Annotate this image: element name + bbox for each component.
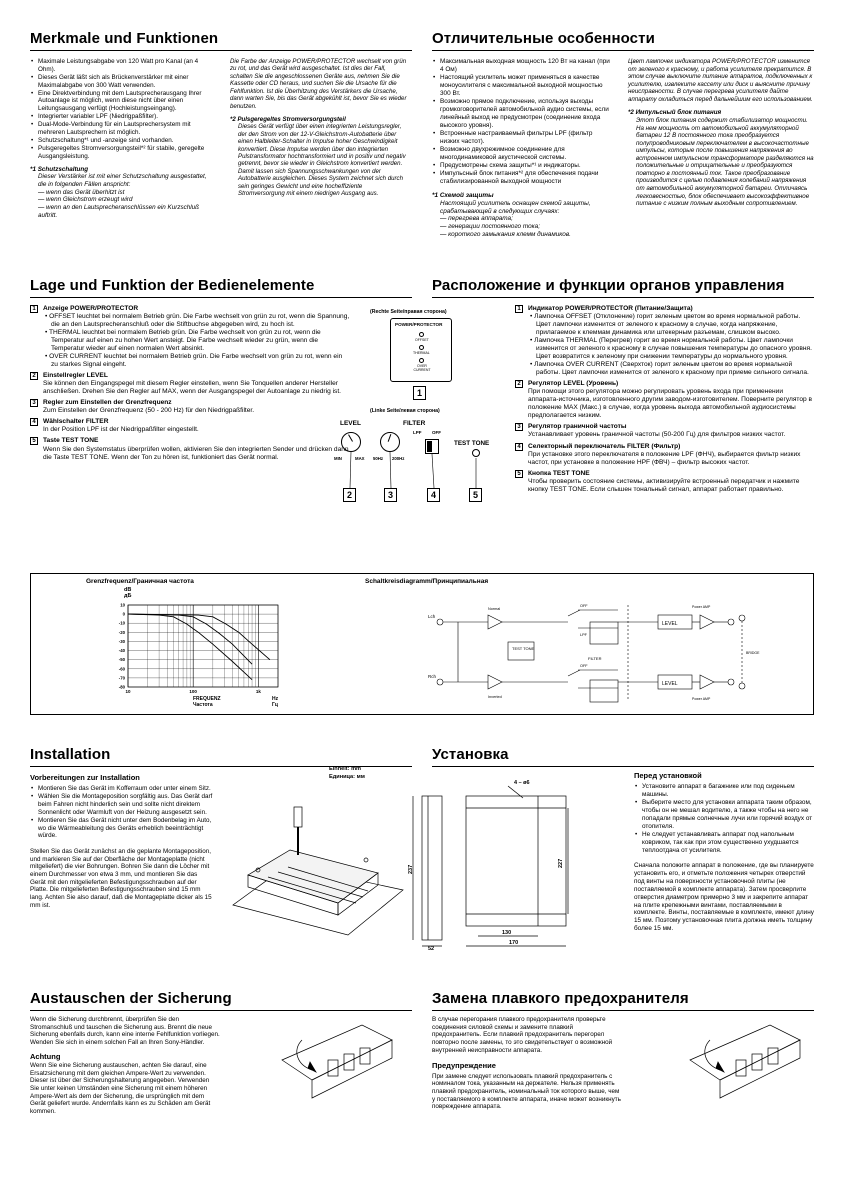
- divider: [432, 1010, 814, 1011]
- y-tick-label: -20: [118, 629, 125, 635]
- list-item: • Eine Direktverbindung mit dem Lautsprecherausgang Ihrer Autoanlage ist möglich, wenn diese nicht über einen Leitungsausgang verfügt (Hochleistungseingang).: [30, 90, 216, 113]
- features-de-col1: [30, 58, 216, 219]
- control-desc: • THERMAL leuchtet bei normalem Betrieb grün. Die Farbe wechselt von grün zu rot, wenn die Temperatur auf einen zu hohen Wert ansteigt. Die Farbe wechselt wieder zu grün, wenn die Temperatur wieder auf einen normalen Wert absinkt.: [45, 329, 321, 353]
- note-title: *2 Импульсный блок питания: [628, 109, 722, 117]
- list-item: • Pulsgeregeltes Stromversorgungsteil*² für stabile, geregelte Ausgangsleistung.: [30, 145, 216, 160]
- control-number: 1: [30, 305, 38, 313]
- max-label: MAX: [355, 456, 365, 461]
- lpf-label: LPF: [580, 633, 587, 637]
- note-title: *2 Pulsgeregeltes Stromversorgungsteil: [230, 115, 346, 123]
- fuse-ru: [432, 1016, 622, 1111]
- callout-1: 1: [413, 386, 426, 400]
- off-label: OFF: [580, 664, 588, 668]
- x-tick-label: 10: [125, 689, 131, 694]
- height-dimension: 237: [408, 864, 414, 874]
- list-item: • Montieren Sie das Gerät im Kofferraum oder unter einem Sitz.: [30, 785, 214, 793]
- test-tone-box-label: TEST TONE: [512, 646, 535, 651]
- features-title-ru: Отличительные особенности: [432, 30, 655, 47]
- fuse-illustration-de: [272, 1020, 397, 1100]
- control-number: 2: [30, 372, 38, 380]
- control-number: 1: [515, 305, 523, 313]
- list-item: • Maximale Leistungsabgabe von 120 Watt pro Kanal (an 4 Ohm).: [30, 58, 216, 73]
- control-number: 5: [30, 437, 38, 445]
- fuse-de: [30, 1016, 220, 1116]
- controls-title-de: Lage und Funktion der Bedienelemente: [30, 277, 315, 294]
- width-dimension: 130: [502, 930, 512, 936]
- lch-label: Lch: [428, 614, 436, 619]
- knob-pointer: [388, 434, 392, 442]
- y-tick-label: -60: [118, 666, 125, 672]
- bridge-label: BRIDGE: [746, 651, 760, 655]
- note-title: *1 Схемой защиты: [432, 192, 494, 199]
- offset-led-icon: [419, 332, 424, 337]
- note-item: — wenn das Gerät überhitzt ist: [38, 188, 125, 196]
- note-item: — генерации постоянного тока;: [440, 223, 541, 231]
- control-title: [515, 470, 815, 478]
- control-desc: • Лампочка OVER CURRENT (Сверхток) горит зеленым цветом во время нормальной работы. Цвет лампочки изменится от зеленого к красному при приеме сильного сигнала.: [530, 361, 809, 377]
- control-desc: При установке этого переключателя в положение LPF (ФНЧ), выбирается фильтр низких частот, при установке в положение HPF (ФВЧ) – фильтр высоких частот.: [528, 450, 801, 466]
- control-title: [30, 372, 350, 380]
- depth-dimension: 52: [428, 946, 435, 950]
- fuse-title-ru: Замена плавкого предохранителя: [432, 990, 689, 1007]
- hole-dimension: 4 – ø6: [514, 780, 530, 786]
- unit-label: Einheit: mm: [329, 766, 362, 772]
- list-item: • Выберите место для установки аппарата таким образом, чтобы он не мешал водителю, а также чтобы на него не попадали прямые солнечные лучи или горячий воздух от отопителя.: [634, 799, 814, 830]
- list-item: • Schutzschaltung*¹ und -anzeige sind vorhanden.: [30, 137, 216, 145]
- fuse-title-de: Austauschen der Sicherung: [30, 990, 232, 1007]
- control-title-text: Regler zum Einstellen der Grenzfrequenz: [43, 399, 172, 407]
- control-title-text: Кнопка TEST TONE: [528, 469, 590, 477]
- y-tick-label: -30: [118, 638, 125, 644]
- note-title: *1 Schutzschaltung: [30, 165, 89, 173]
- control-number: 4: [515, 443, 523, 451]
- list-item: • Предусмотрены схема защиты*¹ и индикаторы.: [432, 162, 612, 170]
- install-text: Сначала положите аппарат в положение, где вы планируете установить его, и отметьте положения четырех отверстий под винты на поверхности установочной плиты (не поставляемой в комплекте аппарата). Затем просверлите отверстия диаметром примерно 3 мм и закрепите аппарат на плите крепежными винтами, поставляемыми в комплекте. Винты, поставляемые в комплекте, имеют длину 15 мм. Поэтому установочная плита должна иметь толщину более 15 мм.: [634, 862, 814, 932]
- controls-title-ru: Расположение и функции органов управления: [432, 277, 785, 294]
- note1-de: [30, 166, 216, 220]
- control-title-text: Регулятор граничной частоты: [528, 423, 627, 431]
- control-desc: • Лампочка OFFSET (Отклонение) горит зеленым цветом во время нормальной работы. Цвет лампочки изменится от зеленого к красному в случае, когда напряжение, прилагаемое к клеммам динамика или штекерным разъемам, слишком высоко.: [530, 313, 801, 337]
- callout-2: 2: [343, 488, 356, 502]
- callout-4: 4: [427, 488, 440, 502]
- y-tick-label: -50: [118, 657, 125, 663]
- warning-title: Achtung: [30, 1051, 61, 1061]
- control-title-text: Taste TEST TONE: [43, 437, 99, 445]
- control-item: [515, 305, 815, 377]
- cutoff-chart: [100, 600, 300, 712]
- install-subtitle: Перед установкой: [634, 771, 702, 780]
- normal-label: Normal: [488, 607, 501, 611]
- x-axis-label: Частота: [193, 702, 213, 708]
- divider: [30, 297, 412, 298]
- control-item: [515, 443, 815, 467]
- fuse-text: Wenn die Sicherung durchbrennt, überprüfen Sie den Stromanschluß und tauschen die Sicherung aus. Brennt die neue Sicherung ebenfalls durch, kann eine interne Fehlfunktion vorliegen. Wenden Sie sich in einem solchen Fall an Ihren Sony-Händler.: [30, 1016, 220, 1047]
- x-tick-label: 1k: [255, 689, 261, 694]
- frequency-knob[interactable]: [380, 432, 400, 452]
- install-text: Stellen Sie das Gerät zunächst an die geplante Montageposition, und markieren Sie auf der Oberfläche der Montageplatte (nicht mitgeliefert) die vier Bohrungen. Bohren Sie dann die Löcher mit einem Durchmesser von etwa 3 mm, und montieren Sie das Gerät mit den mitgelieferten Befestigungsschrauben auf der Platte. Die mitgelieferten Befestigungsschrauben sind 15 mm lang. Achten Sie also darauf, daß die Montageplatte dicker als 15 mm ist.: [30, 847, 212, 909]
- control-item: [30, 399, 350, 415]
- warning-title: Предупреждение: [432, 1061, 496, 1071]
- list-item: • Настоящий усилитель может применяться в качестве моноусилителя с максимальной выходной мощностью 300 Вт.: [432, 74, 612, 97]
- y-tick-label: -80: [118, 684, 125, 690]
- off-label: OFF: [432, 430, 441, 435]
- power-protector-panel: [390, 318, 452, 382]
- control-desc: Wenn Sie den Systemstatus überprüfen wollen, aktivieren Sie den integrierten Sender und drücken dann die Taste TEST TONE. Wenn der Ton zu hören ist, funktioniert das Gerät normal.: [43, 445, 349, 461]
- control-item: [30, 418, 350, 434]
- hole-spacing-dimension: 227: [558, 858, 564, 868]
- y-tick-label: 0: [122, 611, 125, 617]
- control-title-text: Индикатор POWER/PROTECTOR (Питание/Защита): [528, 305, 693, 312]
- install-title-ru: Установка: [432, 746, 509, 763]
- list-item: • Montieren Sie das Gerät nicht unter dem Bodenbelag im Auto, wo die Wärmeableitung des Geräts erheblich beeinträchtigt würde.: [30, 817, 214, 840]
- left-side-label: (Linke Seite/левая сторона): [370, 408, 440, 414]
- level-label: LEVEL: [662, 621, 678, 627]
- right-side-label: (Rechte Seite/правая сторона): [370, 309, 447, 315]
- test-tone-label: TEST TONE: [454, 440, 490, 447]
- control-desc: При помощи этого регулятора можно регулировать уровень входа при применении аппарата-источника, изготовленного другим заводом-изготовителем. Поверните регулятор в положение MAX (Макс.) в случае, когда уровень выхода автомобильной аудиосистемы предполагается низким.: [528, 388, 813, 420]
- over-current-label: OVER CURRENT: [413, 364, 431, 373]
- control-item: [515, 380, 815, 420]
- y-tick-label: 10: [120, 602, 125, 608]
- callout-5: 5: [469, 488, 482, 502]
- divider: [30, 50, 412, 51]
- control-title-text: Регулятор LEVEL (Уровень): [528, 380, 619, 388]
- callout-3: 3: [384, 488, 397, 502]
- level-label: LEVEL: [340, 420, 361, 427]
- control-desc: • Лампочка THERMAL (Перегрев) горит во время нормальной работы. Цвет лампочки изменится от зеленого к красному в случае повышения температуры до опасного уровня. Цвет возвратится к зеленому при снижении температуры до нормального уровня.: [530, 337, 812, 361]
- list-item: • Не следует устанавливать аппарат под напольным ковриком, так как при этом существенно ухудшается теплоотдача от усилителя.: [634, 831, 814, 854]
- inverted-label: Inverted: [488, 695, 502, 699]
- filter-label: FILTER: [588, 656, 602, 661]
- y-tick-label: -70: [118, 675, 125, 681]
- note-text: Этот блок питания содержит стабилизатор мощности. На нем мощность от автомобильной аккумуляторной батареи 12 В постоянного тока преобразуется полупроводниковым переключателем в высокочастотные импульсы, которые после повышения напряжения во встроенном импульсном трансформаторе разделяются на положительные и отрицательные и преобразуются повторно в постоянный ток. Такое преобразование производится с целью подавления колебаний напряжения от автомобильной аккумуляторной батареи. Отличаясь легковесностью, блок обеспечивает высокоэффективное питание с низким полным выходным сопротивлением.: [636, 116, 814, 208]
- control-title-text: Wählschalter FILTER: [43, 418, 109, 426]
- control-number: 5: [515, 470, 523, 478]
- circuit-schematic: [428, 590, 768, 708]
- x-tick-label: 100: [189, 689, 197, 694]
- control-title: [30, 399, 350, 407]
- lpf-label: LPF: [413, 430, 422, 435]
- control-number: 4: [30, 418, 38, 426]
- y-tick-label: -40: [118, 648, 125, 654]
- divider: [432, 50, 814, 51]
- callout-lines: [330, 450, 490, 490]
- over-current-led-icon: [419, 358, 424, 363]
- thermal-label: THERMAL: [413, 351, 430, 355]
- off-label: OFF: [580, 604, 588, 608]
- offset-label: OFFSET: [415, 338, 429, 342]
- fuse-text: В случае перегорания плавкого предохранителя проверьте соединения силовой схемы и замените плавкий предохранитель. Если плавкий предохранитель перегорел повторно после замены, то это свидетельствует о возможной внутренней неисправности аппарата.: [432, 1016, 613, 1054]
- control-desc: Чтобы проверить состояние системы, активизируйте встроенный передатчик и нажмите кнопку TEST TONE. Если слышен тональный сигнал, аппарат работает правильно.: [528, 477, 800, 493]
- note-text: Настоящий усилитель оснащен схемой защиты, срабатывающей в следующих случаях:: [440, 199, 591, 215]
- features-ru-col1: [432, 58, 612, 239]
- control-desc: In der Position LPF ist der Niedrigpaßfilter eingestellt.: [43, 426, 199, 434]
- warning-text: Wenn Sie eine Sicherung austauschen, achten Sie darauf, eine Ersatzsicherung mit dem gleichen Ampere-Wert zu verwenden. Dieser ist über der Sicherungshalterung angegeben. Verwenden Sie unter keinen Umständen eine Sicherung mit einem höheren Ampere-Wert als dem der Sicherung, die ursprünglich mit dem Gerät geliefert wurde. Andernfalls kann es zu Schäden am Gerät kommen.: [30, 1061, 211, 1115]
- control-title: [30, 418, 350, 426]
- dimension-drawing: [408, 778, 573, 950]
- list-item: • Wählen Sie die Montageposition sorgfältig aus. Das Gerät darf beim Fahren nicht hinderlich sein und sollte nicht direktem Sonnenlicht oder Warmluft von der Heizung ausgesetzt sein.: [30, 793, 214, 816]
- note-item: — перегрева аппарата;: [440, 215, 513, 223]
- y-tick-label: -10: [118, 620, 125, 626]
- list-item: • Встроенные настраиваемый фильтры LPF (фильтр низких частот).: [432, 130, 612, 146]
- unit-label: Единица: мм: [329, 774, 365, 780]
- warning-text: При замене следует использовать плавкий предохранитель с номиналом тока, указанным на держателе. Нельзя применять плавкий предохранитель, номинальный ток которого выше, чем у поставляемого в комплекте аппарата, иначе может возникнуть повреждение аппарата.: [432, 1072, 621, 1111]
- control-item: [30, 305, 350, 369]
- control-item: [515, 423, 815, 439]
- level-label: LEVEL: [662, 681, 678, 687]
- chart-title: Grenzfrequenz/Граничная частота: [86, 578, 194, 585]
- features-title-de: Merkmale und Funktionen: [30, 30, 219, 47]
- install-ru: [634, 771, 814, 933]
- length-dimension: 170: [509, 940, 519, 946]
- control-title: [30, 437, 350, 445]
- filter-label: FILTER: [403, 420, 426, 427]
- series-line-200Hz: [128, 614, 270, 660]
- divider: [432, 297, 814, 298]
- knob-pointer: [348, 434, 353, 442]
- control-desc: • OFFSET leuchtet bei normalem Betrieb grün. Die Farbe wechselt von grün zu rot, wenn die Spannung, die an den Lautsprecheranschluß oder die Stiftbuchse abgegeben wird, zu hoch ist.: [45, 313, 350, 329]
- control-title: [515, 443, 815, 451]
- control-title-text: Селекторный переключатель FILTER (Фильтр): [528, 442, 681, 450]
- control-desc: Zum Einstellen der Grenzfrequenz (50 - 200 Hz) für den Niedrigpaßfilter.: [43, 407, 255, 415]
- protector-text: Die Farbe der Anzeige POWER/PROTECTOR wechselt von grün zu rot, und das Gerät wird ausgeschaltet. Ist dies der Fall, schalten Sie die angeschlossenen Geräte aus, nehmen Sie die Kassette oder CD heraus, und suchen Sie die Ursache für die Fehlfunktion. Ist die Überhitzung des Verstärkers die Ursache, dann warten Sie, bis das Gerät abgekühlt ist, bevor Sie es wieder benutzen.: [230, 58, 407, 110]
- power-amp-label: Power AMP: [692, 605, 711, 609]
- min-label: MIN: [334, 456, 342, 461]
- list-item: • Dual-Mode-Verbindung für ein Lautsprechersystem mit mehreren Lautsprechern ist möglich.: [30, 121, 216, 136]
- level-knob[interactable]: [341, 432, 361, 452]
- control-item: [30, 372, 350, 396]
- control-title-text: Einstellregler LEVEL: [43, 372, 108, 380]
- x-unit-label: Hz: [272, 696, 279, 702]
- control-desc: Sie können den Eingangspegel mit diesem Regler einstellen, wenn Sie Tonquellen anderer Hersteller anschließen. Drehen Sie den Regler auf MAX, wenn der Ausgangspegel der Autoanlage zu niedrig ist.: [43, 380, 342, 396]
- list-item: • Максимальная выходная мощность 120 Вт на канал (при 4 Ом): [432, 58, 612, 74]
- list-item: • Dieses Gerät läßt sich als Brückenverstärker mit einer Maximalabgabe von 300 Watt verwenden.: [30, 74, 216, 89]
- control-title-text: Anzeige POWER/PROTECTOR: [43, 305, 139, 312]
- control-desc: • OVER CURRENT leuchtet bei normalem Betrieb grün. Die Farbe wechselt von grün zu rot, wenn ein zu starkes Signal eingeht.: [45, 353, 343, 369]
- install-subtitle: Vorbereitungen zur Installation: [30, 773, 140, 782]
- control-number: 3: [515, 423, 523, 431]
- x-unit-label: Гц: [272, 702, 278, 708]
- features-de-col2: [230, 58, 410, 198]
- controls-list-ru: [515, 305, 815, 497]
- control-desc: Устанавливает уровень граничной частоты (50-200 Гц) для фильтров низких частот.: [528, 431, 786, 439]
- list-item: • Integrierter variabler LPF (Niedrigpaßfilter).: [30, 113, 216, 121]
- thermal-led-icon: [419, 345, 424, 350]
- control-item: [30, 437, 350, 461]
- 50hz-label: 50Hz: [373, 456, 384, 461]
- note-text: Dieser Verstärker ist mit einer Schutzschaltung ausgestattet, die in folgenden Fällen anspricht:: [38, 173, 207, 189]
- control-number: 3: [30, 399, 38, 407]
- features-ru-col2: [628, 58, 814, 208]
- fuse-illustration-ru: [680, 1020, 805, 1100]
- note-text: Dieses Gerät verfügt über einen integrierten Leistungsregler, der den Strom von der 12-V-Gleichstrom-Autobatterie über einen Halbleiter-Schalter in Impulse hoher Geschwindigkeit konvertiert. Diese Impulse werden über den integrierten Pulstransformator hochtransformiert und in positiv und negativ getrennt, bevor sie wieder in Gleichstrom konvertiert werden. Damit lassen sich Spannungsschwankungen von der Autobatterie ausgleichen. Dieses System zeichnet sich durch sein geringes Gewicht und eine hocheffiziente Stromversorgung mit einem niedrigen Ausgang aus.: [238, 123, 406, 198]
- rch-label: Rch: [428, 674, 437, 679]
- list-item: • Установите аппарат в багажнике или под сиденьем машины.: [634, 783, 814, 799]
- power-amp-label: Power AMP: [692, 697, 711, 701]
- controls-list-de: [30, 305, 350, 465]
- chart-ylabel: dB дБ: [124, 587, 132, 600]
- control-number: 2: [515, 380, 523, 388]
- list-item: • Импульсный блок питания*² для обеспечения подачи стабилизированной выходной мощности: [432, 170, 612, 186]
- install-de: [30, 773, 214, 909]
- note-item: — wenn Gleichstrom erzeugt wird: [38, 196, 133, 204]
- list-item: • Возможно прямое подключение, используя выходы громкоговорителей автомобильной аудио системы, если линейный выход не предусмотрен (соединение входа высокого уровня).: [432, 98, 612, 129]
- control-item: [515, 470, 815, 494]
- install-title-de: Installation: [30, 746, 111, 763]
- divider: [432, 766, 814, 767]
- 200hz-label: 200Hz: [392, 456, 405, 461]
- control-title: [30, 305, 350, 313]
- protector-text: Цвет лампочек индикатора POWER/PROTECTOR изменится от зеленого к красному, и работа усилителя прекратится. В этом случае выключите питание аппаратов, подключенных к усилителю, извлеките кассету или диск и выясните причину неисправности. В случае перегрева усилителя дайте аппарату охладиться перед дальнейшим его использованием.: [628, 58, 813, 103]
- x-axis-label: FREQUENZ: [193, 696, 221, 702]
- divider: [30, 1010, 412, 1011]
- note-item: — короткого замыкания клемм динамиков.: [440, 231, 571, 239]
- list-item: • Возможно двухрежимное соединение для многодинамиковой акустической системы.: [432, 146, 612, 162]
- control-title: [515, 380, 815, 388]
- note1-ru: [432, 192, 612, 239]
- control-title: [515, 305, 815, 313]
- series-line-100Hz: [128, 614, 252, 664]
- note-item: — wenn an den Lautsprecheranschlüssen ein Kurzschluß auftritt.: [38, 204, 200, 219]
- schematic-title: Schaltkreisdiagramm/Принципиальная: [365, 578, 489, 585]
- install-illustration: [228, 805, 408, 945]
- panel-title: POWER/PROTECTOR: [395, 322, 443, 327]
- series-line-50Hz: [128, 614, 252, 680]
